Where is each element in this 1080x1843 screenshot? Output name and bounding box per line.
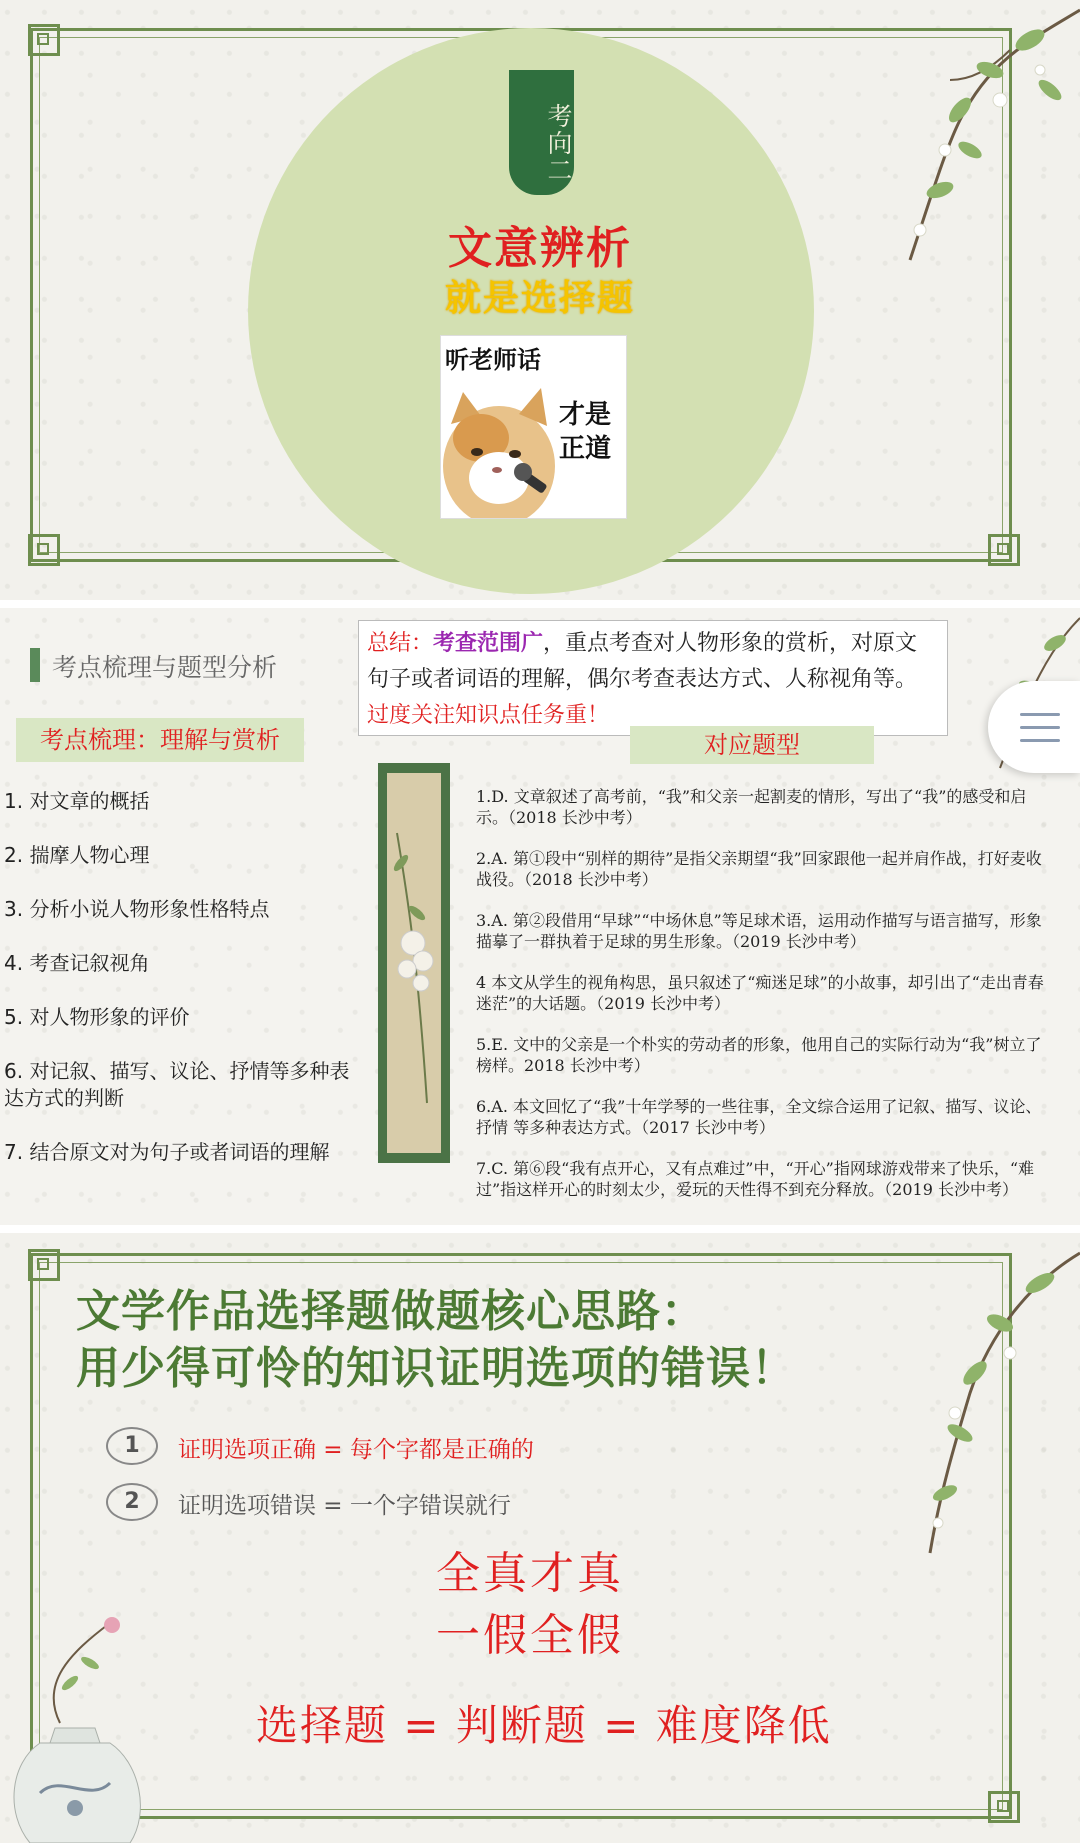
list-item: 4 本文从学生的视角构思，虽只叙述了“痴迷足球”的小故事，却引出了“走出青春迷茫”的大话题。（2019 长沙中考）: [476, 973, 1044, 1013]
frame-corner: [988, 534, 1020, 566]
list-item: 5. 对人物形象的评价: [4, 1005, 190, 1029]
list-item: 6.A. 本文回忆了“我”十年学琴的一些往事，全文综合运用了记叙、描写、议论、抒情 等多种表达方式。（2017 长沙中考）: [476, 1097, 1042, 1137]
frame-corner: [28, 1249, 60, 1281]
key-phrase: [436, 1543, 624, 1667]
frame-corner: [28, 534, 60, 566]
summary-emphasis: 过度关注知识点任务重！: [367, 703, 610, 728]
menu-icon: [1020, 739, 1060, 742]
key-phrase-line: 全真才真: [436, 1548, 624, 1599]
list-item: 2.A. 第①段中“别样的期待”是指父亲期望“我”回家跟他一起并肩作战，打好麦收战役。（2018 长沙中考）: [476, 849, 1042, 889]
section-tag: 考向二: [509, 70, 574, 195]
slide-2: [0, 608, 1080, 1225]
list-item: 2. 揣摩人物心理: [4, 843, 150, 867]
menu-button[interactable]: [988, 681, 1080, 773]
list-item: 6. 对记叙、描写、议论、抒情等多种表达方式的判断: [4, 1059, 350, 1110]
summary-label: 总结：: [367, 631, 434, 656]
number-badge: 2: [106, 1483, 158, 1521]
header-accent-bar: [30, 648, 40, 682]
menu-icon: [1020, 726, 1060, 729]
meme-top-text: 听老师话: [445, 346, 541, 374]
key-phrase-line: 一假全假: [436, 1610, 624, 1661]
flower-painting: [387, 773, 441, 1153]
kaodian-list: [4, 788, 354, 1193]
meme-right-line: 正道: [559, 434, 612, 464]
menu-icon: [1020, 713, 1060, 716]
slide-title: 文意辨析: [448, 223, 632, 274]
floral-branch-decoration: [850, 0, 1080, 280]
heading-line: 用少得可怜的知识证明选项的错误！: [76, 1343, 796, 1394]
slide-1: [0, 0, 1080, 600]
list-item: 5.E. 文中的父亲是一个朴实的劳动者的形象，他用自己的实际行动为“我”树立了榜样。2018 长沙中考）: [476, 1035, 1042, 1075]
meme-right-text: [559, 398, 611, 466]
cat-illustration: [441, 374, 561, 518]
list-item: 1.D. 文章叙述了高考前，“我”和父亲一起割麦的情形，写出了“我”的感受和启示。（2018 长沙中考）: [476, 787, 1027, 827]
frame-corner: [28, 24, 60, 56]
list-item: 1. 对文章的概括: [4, 789, 150, 813]
summary-box: [358, 620, 948, 736]
heading-line: 文学作品选择题做题核心思路：: [76, 1286, 706, 1337]
slide-3: [0, 1233, 1080, 1843]
painting-scroll-decoration: [378, 763, 450, 1163]
section-header: 考点梳理与题型分析: [52, 653, 278, 682]
tixing-list: [476, 786, 1056, 1220]
summary-highlight: 考查范围广: [433, 630, 544, 656]
vase-with-flowers-decoration: [0, 1603, 170, 1843]
list-item: 4. 考查记叙视角: [4, 951, 150, 975]
meme-right-line: 才是: [559, 400, 612, 430]
slide-subtitle: 就是选择题: [444, 278, 635, 319]
painting-panel: [387, 773, 441, 1153]
point-2-text: 证明选项错误 = 一个字错误就行: [178, 1493, 511, 1519]
number-badge: 1: [106, 1427, 158, 1465]
list-item: 3.A. 第②段借用“早球”“中场休息”等足球术语，运用动作描写与语言描写，形象描摹了一群执着于足球的男生形象。（2019 长沙中考）: [476, 911, 1042, 951]
list-item: 3. 分析小说人物形象性格特点: [4, 897, 270, 921]
list-item: 7.C. 第⑥段“我有点开心，又有点难过”中，“开心”指网球游戏带来了快乐，“难过”指这样开心的时刻太少，爱玩的天性得不到充分释放。（2019 长沙中考）: [476, 1159, 1035, 1199]
slide-heading: [76, 1283, 976, 1397]
point-1-text: 证明选项正确 = 每个字都是正确的: [178, 1437, 534, 1463]
tixing-box: 对应题型: [630, 726, 874, 764]
list-item: 7. 结合原文对为句子或者词语的理解: [4, 1140, 330, 1164]
cat-meme-image: [440, 335, 627, 519]
frame-corner: [988, 1791, 1020, 1823]
kaodian-box: 考点梳理：理解与赏析: [16, 718, 304, 762]
conclusion-text: 选择题 = 判断题 = 难度降低: [256, 1701, 832, 1750]
summary-text: ，重点考查对人物形象的赏析，对原文句子或者词语的理解，偶尔考查表达方式、人称视角等。: [367, 631, 918, 692]
